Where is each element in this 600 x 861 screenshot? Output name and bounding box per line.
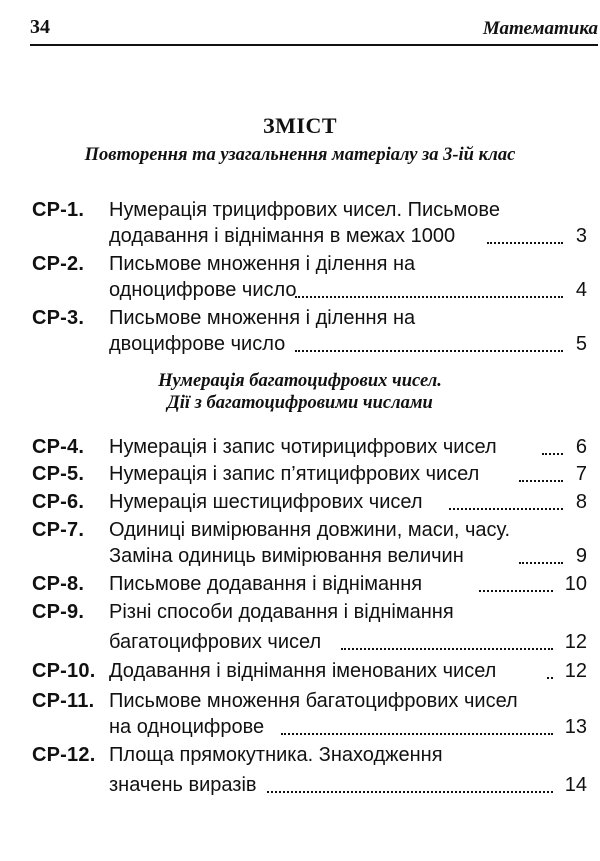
entry-line [109, 660, 587, 688]
entry-code: СР-8. [32, 573, 85, 595]
entry-line [109, 253, 587, 281]
dot-leader [295, 350, 563, 352]
entry-line [109, 436, 587, 464]
entry-text: Письмове множення і ділення на [109, 253, 416, 275]
entry-line [109, 601, 587, 629]
entry-code: СР-4. [32, 436, 85, 458]
entry-page-number: 12 [564, 631, 587, 653]
entry-code: СР-9. [32, 601, 85, 623]
entry-code: СР-10. [32, 660, 96, 682]
entry-text: одноцифрове число [109, 279, 297, 301]
entry-page-number: 5 [575, 333, 587, 355]
entry-line [109, 279, 587, 307]
entry-line [109, 491, 587, 519]
entry-code: СР-2. [32, 253, 85, 275]
entry-line [109, 573, 587, 601]
entry-text: Письмове додавання і віднімання [109, 573, 423, 595]
dot-leader [542, 453, 563, 455]
entry-text: Одиниці вимірювання довжини, маси, часу. [109, 519, 511, 541]
entry-code: СР-3. [32, 307, 85, 329]
running-title: Математика [482, 18, 598, 39]
entry-page-number: 9 [575, 545, 587, 567]
entry-text: Нумерація і запис п’ятицифрових чисел [109, 463, 480, 485]
dot-leader [267, 791, 553, 793]
entry-page-number: 6 [575, 436, 587, 458]
entry-page-number: 4 [575, 279, 587, 301]
entry-line [109, 225, 587, 253]
page-number: 34 [30, 16, 50, 38]
entry-line [109, 199, 587, 227]
entry-line [109, 307, 587, 335]
entry-page-number: 3 [575, 225, 587, 247]
entry-page-number: 7 [575, 463, 587, 485]
entry-line [109, 333, 587, 361]
section-heading-review [0, 144, 600, 166]
entry-code: СР-7. [32, 519, 85, 541]
entry-code: СР-11. [32, 690, 95, 712]
section-heading-line: Повторення та узагальнення матеріалу за 3-ій клас [84, 145, 516, 165]
entry-text: багатоцифрових чисел [109, 631, 322, 653]
dot-leader [341, 648, 553, 650]
entry-line [109, 774, 587, 802]
entry-code: СР-12. [32, 744, 96, 766]
entry-page-number: 13 [564, 716, 587, 738]
entry-code: СР-6. [32, 491, 85, 513]
entry-text: Площа прямокутника. Знаходження [109, 744, 443, 766]
entry-text: на одноцифрове [109, 716, 265, 738]
toc-title: ЗМІСТ [263, 113, 337, 138]
entry-code: СР-5. [32, 463, 85, 485]
entry-text: Письмове множення і ділення на [109, 307, 416, 329]
entry-line [109, 716, 587, 744]
entry-text: значень виразів [109, 774, 257, 796]
entry-page-number: 8 [575, 491, 587, 513]
entry-text: Заміна одиниць вимірювання величин [109, 545, 464, 567]
entry-text: Додавання і віднімання іменованих чисел [109, 660, 497, 682]
entry-line [109, 690, 587, 718]
header-rule [30, 44, 598, 46]
entry-code: СР-1. [32, 199, 85, 221]
dot-leader [487, 242, 563, 244]
entry-page-number: 10 [564, 573, 587, 595]
entry-text: Письмове множення багатоцифрових чисел [109, 690, 518, 712]
entry-line [109, 744, 587, 772]
entry-text: додавання і віднімання в межах 1000 [109, 225, 456, 247]
entry-page-number: 14 [564, 774, 587, 796]
dot-leader [479, 590, 553, 592]
page-header [30, 8, 598, 44]
section-heading-line: Нумерація багатоцифрових чисел. [158, 371, 442, 391]
dot-leader [547, 677, 553, 679]
entry-text: Різні способи додавання і віднімання [109, 601, 454, 623]
entry-text: Нумерація шестицифрових чисел [109, 491, 423, 513]
section-heading-line: Дії з багатоцифровими числами [167, 393, 433, 413]
entry-line [109, 631, 587, 659]
section-heading-multidigit [0, 370, 600, 414]
dot-leader [295, 296, 563, 298]
entry-line [109, 519, 587, 547]
entry-text: Нумерація трицифрових чисел. Письмове [109, 199, 500, 221]
entry-text: двоцифрове число [109, 333, 286, 355]
dot-leader [519, 562, 563, 564]
entry-page-number: 12 [564, 660, 587, 682]
dot-leader [281, 733, 553, 735]
entry-text: Нумерація і запис чотирицифрових чисел [109, 436, 497, 458]
dot-leader [519, 480, 563, 482]
entry-line [109, 463, 587, 491]
entry-line [109, 545, 587, 573]
dot-leader [449, 508, 563, 510]
